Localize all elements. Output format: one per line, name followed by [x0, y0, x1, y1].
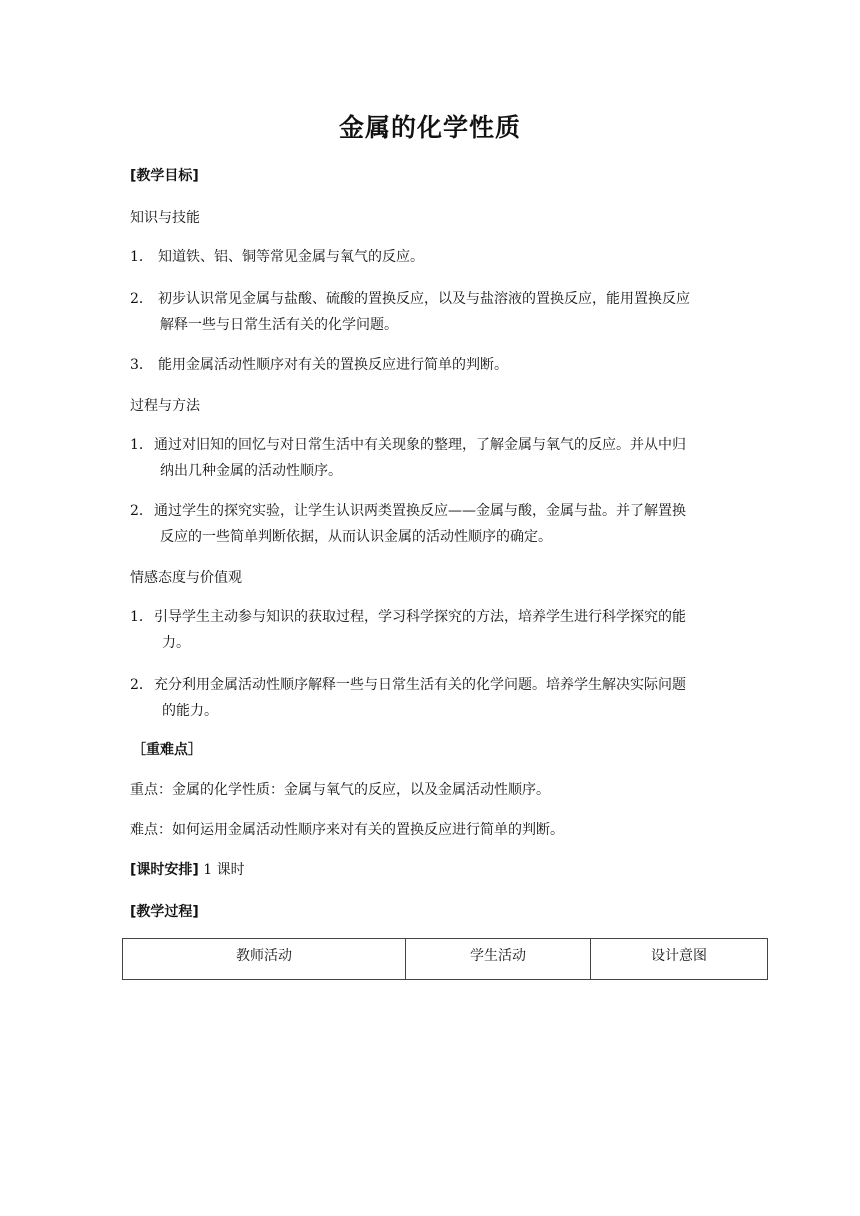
item-text: 知道铁、铝、铜等常见金属与氧气的反应。 — [158, 249, 424, 265]
item-text: 初步认识常见金属与盐酸、硫酸的置换反应，以及与盐溶液的置换反应，能用置换反应 — [158, 291, 690, 307]
item-text-continued: 力。 — [162, 635, 190, 651]
process-item-2 — [130, 498, 750, 550]
emotion-heading: 情感态度与价值观 — [130, 570, 242, 586]
schedule-heading: [课时安排] — [130, 862, 199, 878]
objectives-heading: [教学目标] — [130, 168, 199, 184]
emotion-item-1 — [130, 604, 750, 656]
document-title: 金属的化学性质 — [338, 113, 521, 142]
item-number: 1． — [130, 609, 153, 625]
process-item-1 — [130, 432, 750, 484]
item-text: 通过对旧知的回忆与对日常生活中有关现象的整理，了解金属与氧气的反应。并从中归 — [154, 437, 686, 453]
key-point-difficulty: 难点：如何运用金属活动性顺序来对有关的置换反应进行简单的判断。 — [130, 822, 564, 838]
item-number: 1． — [130, 249, 153, 265]
column-student-activity: 学生活动 — [406, 939, 591, 980]
item-text: 能用金属活动性顺序对有关的置换反应进行简单的判断。 — [158, 357, 508, 373]
item-number: 2． — [130, 677, 153, 693]
process-heading: 过程与方法 — [130, 398, 200, 414]
item-number: 1． — [130, 437, 153, 453]
column-teacher-activity: 教师活动 — [123, 939, 406, 980]
knowledge-heading: 知识与技能 — [130, 210, 200, 226]
key-points-heading: ［重难点］ — [132, 742, 202, 758]
teaching-process-table — [122, 938, 768, 980]
knowledge-item-3 — [130, 352, 750, 378]
item-text: 引导学生主动参与知识的获取过程，学习科学探究的方法，培养学生进行科学探究的能 — [154, 609, 686, 625]
column-design-intent: 设计意图 — [591, 939, 768, 980]
item-number: 2． — [130, 503, 153, 519]
key-point-focus: 重点：金属的化学性质：金属与氧气的反应，以及金属活动性顺序。 — [130, 782, 550, 798]
table-header-row — [123, 939, 768, 980]
item-text-continued: 反应的一些简单判断依据，从而认识金属的活动性顺序的确定。 — [160, 529, 552, 545]
item-number: 2． — [130, 291, 153, 307]
item-text: 通过学生的探究实验，让学生认识两类置换反应——金属与酸，金属与盐。并了解置换 — [154, 503, 686, 519]
item-number: 3． — [130, 357, 153, 373]
item-text-continued: 纳出几种金属的活动性顺序。 — [160, 463, 342, 479]
teaching-process-heading: [教学过程] — [130, 904, 199, 920]
emotion-item-2 — [130, 672, 750, 724]
item-text-continued: 解释一些与日常生活有关的化学问题。 — [160, 317, 398, 333]
schedule-line — [130, 860, 750, 880]
knowledge-item-1 — [130, 244, 750, 270]
item-text-continued: 的能力。 — [162, 703, 218, 719]
knowledge-item-2 — [130, 286, 750, 338]
schedule-value: 1 课时 — [198, 862, 245, 878]
item-text: 充分利用金属活动性顺序解释一些与日常生活有关的化学问题。培养学生解决实际问题 — [154, 677, 686, 693]
